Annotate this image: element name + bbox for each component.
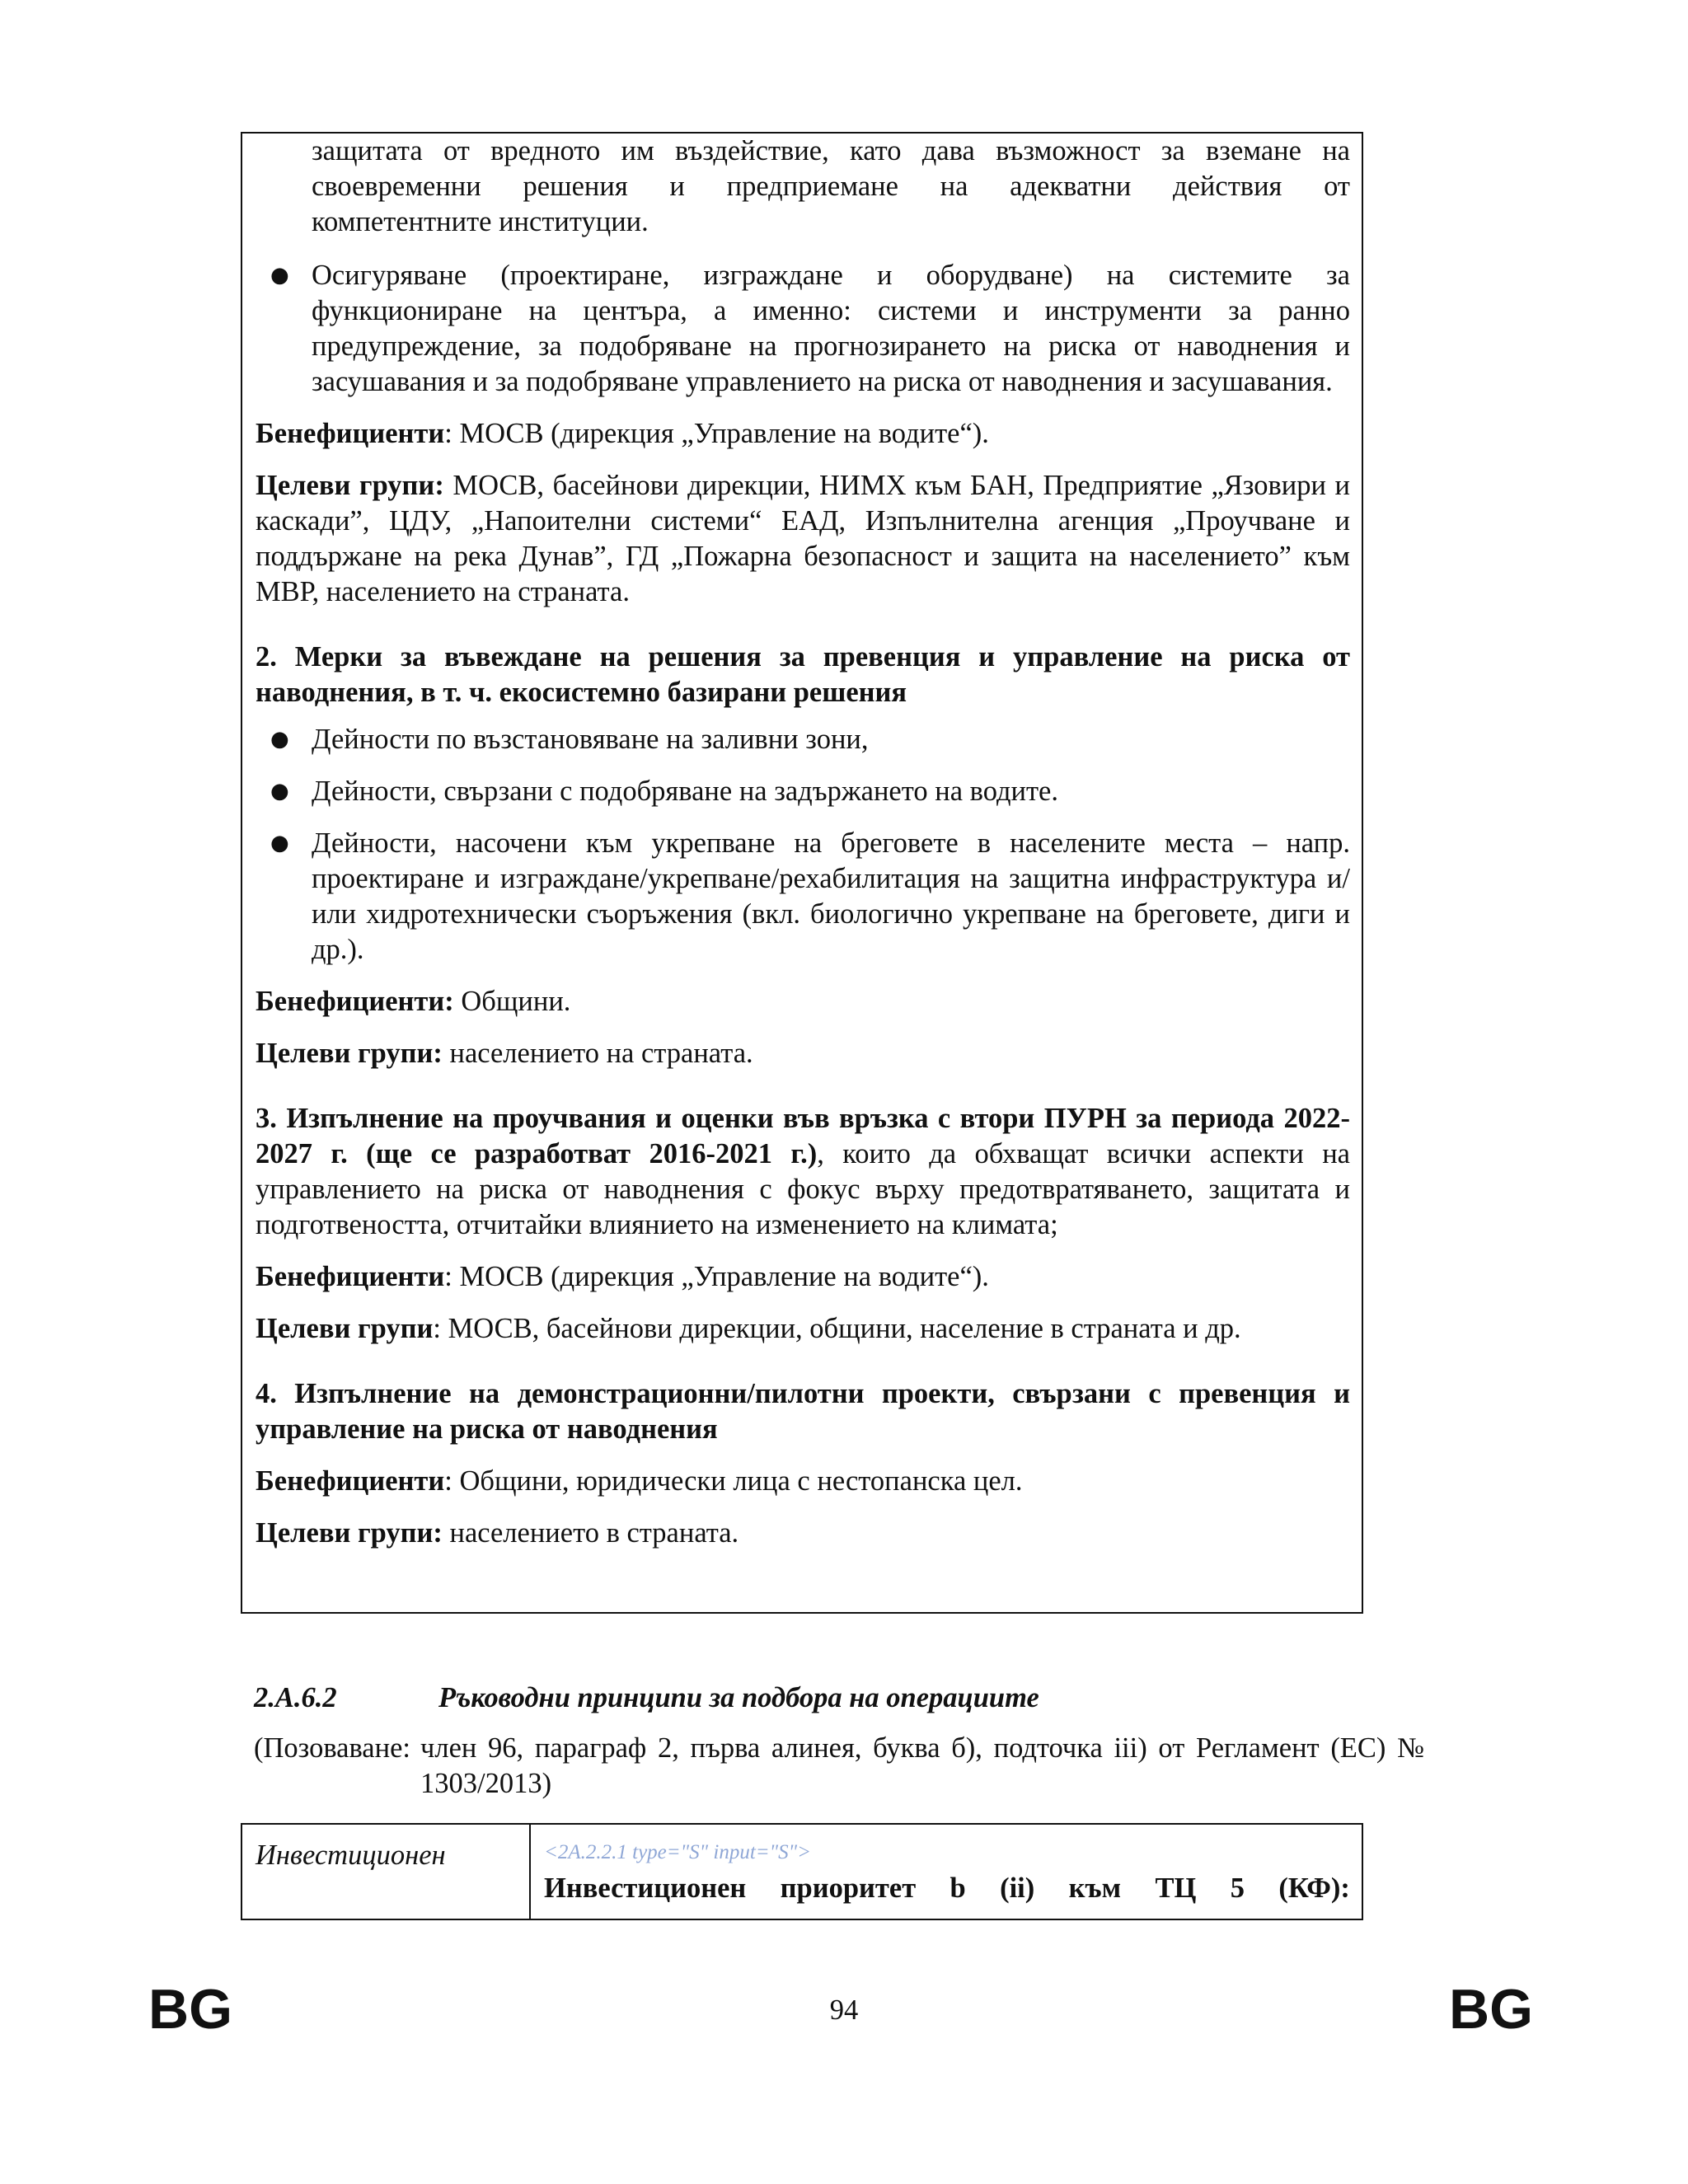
bullet-icon: ● bbox=[270, 727, 289, 752]
priority-word: b bbox=[950, 1872, 966, 1904]
language-code-right: BG bbox=[1449, 1978, 1533, 2041]
measure-3 bbox=[256, 1101, 1350, 1243]
measure-description: , които да обхващат всички аспекти на управлението на риска от наводнения с фокус върху предотвратяването, защитата и подготвеността, отчитайки влиянието на изменението на климата; bbox=[256, 1138, 1350, 1240]
list-item bbox=[256, 826, 1350, 968]
target-groups-1 bbox=[256, 468, 1350, 610]
target-groups-text: населението в страната. bbox=[442, 1517, 739, 1549]
list-item-text: Дейности, насочени към укрепване на бреговете в населените места – напр. проектиране и изграждане/укрепване/рехабилитация на защитна инфраструктура и/или хидротехнически съоръжения (вкл. биологично укрепване на бреговете, диги и др.). bbox=[312, 827, 1350, 965]
bullet-continuation bbox=[312, 134, 1350, 240]
beneficiaries-label: Бенефициенти bbox=[256, 1465, 445, 1497]
regulation-reference bbox=[254, 1731, 1424, 1802]
priority-word: към bbox=[1068, 1872, 1122, 1904]
bullet-list-2 bbox=[256, 722, 1350, 968]
target-groups-label: Целеви групи: bbox=[256, 1517, 443, 1549]
priority-table bbox=[241, 1823, 1363, 1920]
beneficiaries-text: : МОСВ (дирекция „Управление на водите“). bbox=[444, 418, 989, 449]
measure-4-title bbox=[256, 1376, 1350, 1447]
list-item-text: Дейности, свързани с подобряване на задържането на водите. bbox=[312, 776, 1058, 807]
target-groups-text: : МОСВ, басейнови дирекции, общини, население в страната и др. bbox=[433, 1313, 1241, 1344]
template-tag: <2A.2.2.1 type="S" input="S"> bbox=[544, 1841, 812, 1863]
target-groups-text: населението на страната. bbox=[442, 1038, 753, 1069]
target-groups-text: МОСВ, басейнови дирекции, НИМХ към БАН, Предприятие „Язовири и каскади”, ЦДУ, „Напоителни системи“ ЕАД, Изпълнителна агенция „Проучване и поддържане на река Дунав”, ГД „Пожарна безопасност и защита на населението” към МВР, населението на страната. bbox=[256, 470, 1350, 607]
target-groups-3 bbox=[256, 1311, 1350, 1347]
reference-text: член 96, параграф 2, първа алинея, буква б), подточка iii) от Регламент (ЕС) № 1303/2013) bbox=[420, 1732, 1424, 1799]
measure-title-text: 2. Мерки за въвеждане на решения за превенция и управление на риска от наводнения, в т. ч. екосистемно базирани решения bbox=[256, 641, 1350, 708]
priority-word: ТЦ bbox=[1155, 1872, 1197, 1904]
beneficiaries-text: : Общини, юридически лица с нестопанска цел. bbox=[444, 1465, 1023, 1497]
measure-2-title bbox=[256, 640, 1350, 710]
table-cell-label: Инвестиционен bbox=[242, 1825, 531, 1919]
list-item bbox=[256, 722, 1350, 757]
section-heading bbox=[254, 1680, 1408, 1716]
section-title: Ръководни принципи за подбора на операциите bbox=[438, 1682, 1039, 1713]
bullet-list-1 bbox=[256, 258, 1350, 400]
beneficiaries-text: Общини. bbox=[453, 986, 571, 1017]
priority-word: приоритет bbox=[780, 1872, 917, 1904]
bullet-icon: ● bbox=[270, 263, 289, 288]
measure-title-text: 4. Изпълнение на демонстрационни/пилотни проекти, свързани с превенция и управление на риска от наводнения bbox=[256, 1378, 1350, 1445]
page-number: 94 bbox=[829, 1994, 859, 2026]
target-groups-2 bbox=[256, 1036, 1350, 1071]
priority-word: (ii) bbox=[1000, 1872, 1035, 1904]
priority-heading bbox=[544, 1871, 1350, 1906]
table-cell-content bbox=[531, 1825, 1362, 1919]
reference-label: (Позоваване: bbox=[254, 1732, 410, 1764]
list-item-text: Дейности по възстановяване на заливни зони, bbox=[312, 724, 869, 755]
continuation-line-2: своевременни решения и предприемане на адекватни действия от bbox=[312, 171, 1350, 202]
continuation-line-1: защитата от вредното им въздействие, като дава възможност за вземане на bbox=[312, 135, 1350, 166]
measure-title-text: 3. Изпълнение на проучвания и оценки във връзка с втори ПУРН за периода 2022-2027 г. (ще се разработват 2016-2021 г.) bbox=[256, 1103, 1350, 1169]
beneficiaries-label: Бенефициенти bbox=[256, 418, 445, 449]
beneficiaries-4 bbox=[256, 1464, 1350, 1499]
target-groups-label: Целеви групи: bbox=[256, 470, 444, 501]
list-item bbox=[256, 258, 1350, 400]
priority-word: (КФ): bbox=[1278, 1872, 1350, 1904]
beneficiaries-3 bbox=[256, 1259, 1350, 1295]
bullet-icon: ● bbox=[270, 831, 289, 855]
target-groups-4 bbox=[256, 1516, 1350, 1551]
priority-word: Инвестиционен bbox=[544, 1872, 747, 1904]
priority-word: 5 bbox=[1230, 1872, 1245, 1904]
section-number: 2.A.6.2 bbox=[254, 1682, 337, 1713]
beneficiaries-text: : МОСВ (дирекция „Управление на водите“). bbox=[444, 1261, 989, 1292]
target-groups-label: Целеви групи: bbox=[256, 1038, 443, 1069]
target-groups-label: Целеви групи bbox=[256, 1313, 434, 1344]
continuation-line-3: компетентните институции. bbox=[312, 206, 649, 237]
list-item-text: Осигуряване (проектиране, изграждане и оборудване) на системите за функциониране на центъра, а именно: системи и инструменти за ранно предупреждение, за подобряване на прогнозирането на риска от наводнения и засушавания и за подобряване управлението на риска от наводнения и засушавания. bbox=[312, 260, 1350, 397]
bullet-icon: ● bbox=[270, 779, 289, 804]
beneficiaries-label: Бенефициенти: bbox=[256, 986, 454, 1017]
list-item bbox=[256, 774, 1350, 809]
beneficiaries-1 bbox=[256, 416, 1350, 452]
language-code-left: BG bbox=[148, 1978, 232, 2041]
beneficiaries-label: Бенефициенти bbox=[256, 1261, 445, 1292]
beneficiaries-2 bbox=[256, 984, 1350, 1019]
measures-box bbox=[241, 132, 1363, 1614]
